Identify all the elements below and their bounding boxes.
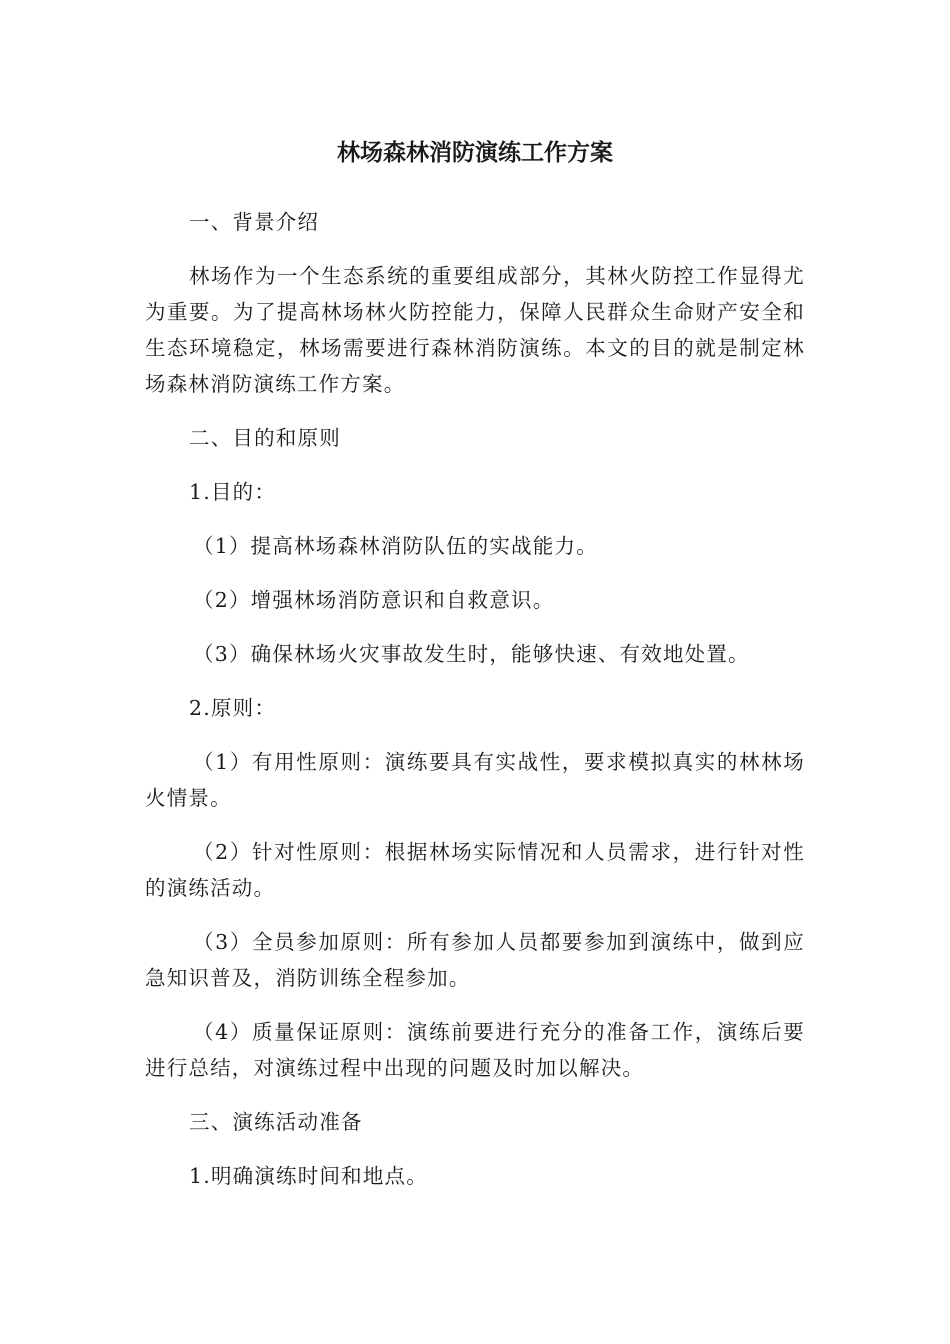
document-body [145,204,805,1212]
document-title: 林场森林消防演练工作方案 [337,140,613,166]
section-heading-background: 一、背景介绍 [189,210,320,234]
list-item-principle-4: （4）质量保证原则：演练前要进行充分的准备工作，演练后要进行总结，对演练过程中出现的问题及时加以解决。 [145,1020,805,1080]
list-item-purpose-2: （2）增强林场消防意识和自救意识。 [193,588,555,612]
subheading-purpose: 1.目的： [189,480,277,504]
paragraph-background: 林场作为一个生态系统的重要组成部分，其林火防控工作显得尤为重要。为了提高林场林火防控能力，保障人民群众生命财产安全和生态环境稳定，林场需要进行森林消防演练。本文的目的就是制定林场森林消防演练工作方案。 [145,264,805,396]
list-item-preparation-1: 1.明确演练时间和地点。 [189,1164,428,1188]
list-item-principle-3: （3）全员参加原则：所有参加人员都要参加到演练中，做到应急知识普及，消防训练全程参加。 [145,930,805,990]
list-item-purpose-3: （3）确保林场火灾事故发生时，能够快速、有效地处置。 [193,642,750,666]
list-item-principle-1: （1）有用性原则：演练要具有实战性，要求模拟真实的林林场火情景。 [145,750,805,810]
list-item-purpose-1: （1）提高林场森林消防队伍的实战能力。 [193,534,598,558]
section-heading-preparation: 三、演练活动准备 [189,1110,363,1134]
subheading-principles: 2.原则： [189,696,277,720]
section-heading-purpose-principles: 二、目的和原则 [189,426,341,450]
list-item-principle-2: （2）针对性原则：根据林场实际情况和人员需求，进行针对性的演练活动。 [145,840,805,900]
